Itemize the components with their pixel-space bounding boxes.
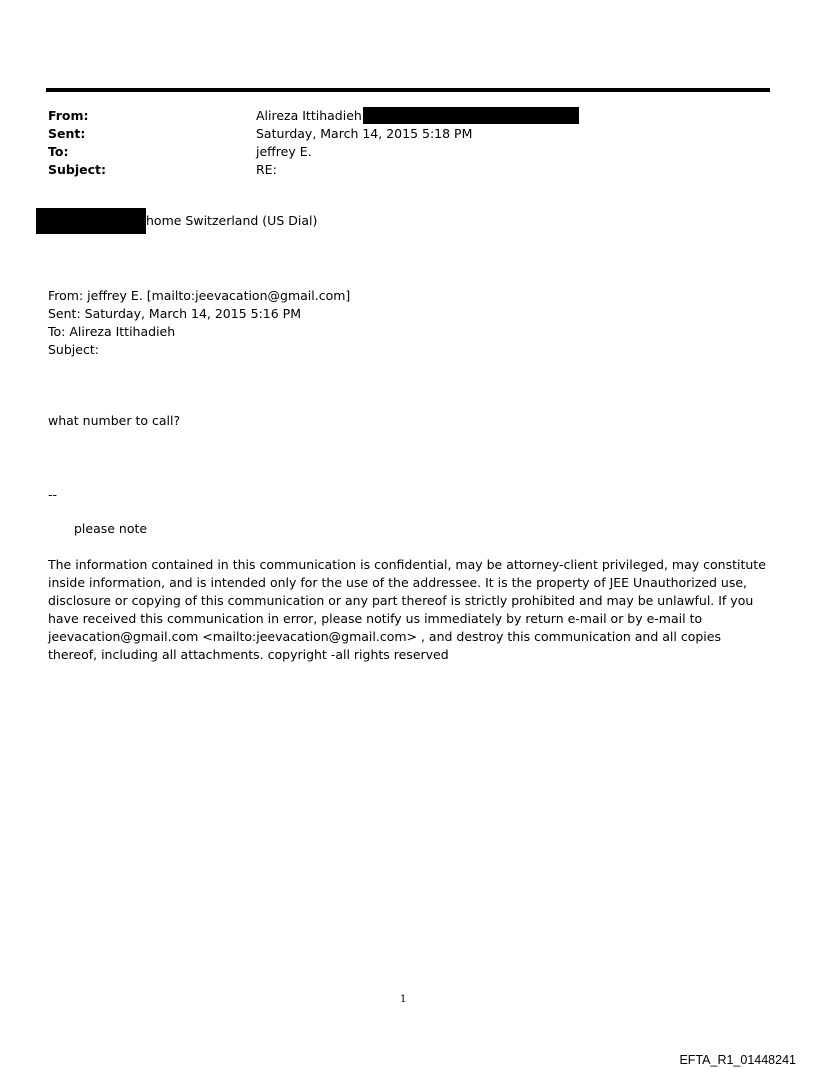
from-value: Alireza Ittihadieh — [256, 108, 362, 123]
quoted-sent: Sent: Saturday, March 14, 2015 5:16 PM — [48, 306, 301, 321]
to-label: To: — [48, 144, 69, 159]
quoted-to: To: Alireza Ittihadieh — [48, 324, 176, 339]
document-id: EFTA_R1_01448241 — [679, 1053, 796, 1067]
sent-value: Saturday, March 14, 2015 5:18 PM — [256, 126, 473, 141]
subject-label: Subject: — [48, 162, 106, 177]
from-label: From: — [48, 108, 89, 123]
to-row — [48, 143, 768, 161]
to-value: jeffrey E. — [256, 144, 312, 159]
redaction-box — [36, 208, 146, 234]
sent-row — [48, 125, 768, 143]
subject-row — [48, 161, 768, 179]
message-text: what number to call? — [48, 413, 181, 428]
from-row — [48, 107, 768, 125]
disclaimer-paragraph: The information contained in this communication is confidential, may be attorney-client privileged, may constitute inside information, and is intended only for the use of the addressee. It is the property of JEE Unauthorized use, disclosure or copying of this communication or any part thereof is strictly prohibited and may be unlawful. If you have received this communication in error, please notify us immediately by return e-mail or by e-mail to jeevacation@gmail.com <mailto:jeevacation@gmail.com> , and destroy this communication and all copies thereof, including all attachments. copyright -all rights reserved — [48, 557, 766, 662]
subject-value: RE: — [256, 162, 277, 177]
please-note: please note — [74, 521, 148, 536]
reply-line — [36, 208, 317, 234]
redaction-box — [363, 107, 579, 124]
page-number: 1 — [400, 994, 407, 1005]
reply-text: home Switzerland (US Dial) — [146, 213, 318, 228]
sent-label: Sent: — [48, 126, 86, 141]
header-rule — [46, 88, 770, 92]
quoted-from: From: jeffrey E. [mailto:jeevacation@gmail.com] — [48, 288, 351, 303]
signature-separator: -- — [48, 487, 58, 502]
quoted-subject: Subject: — [48, 342, 99, 357]
